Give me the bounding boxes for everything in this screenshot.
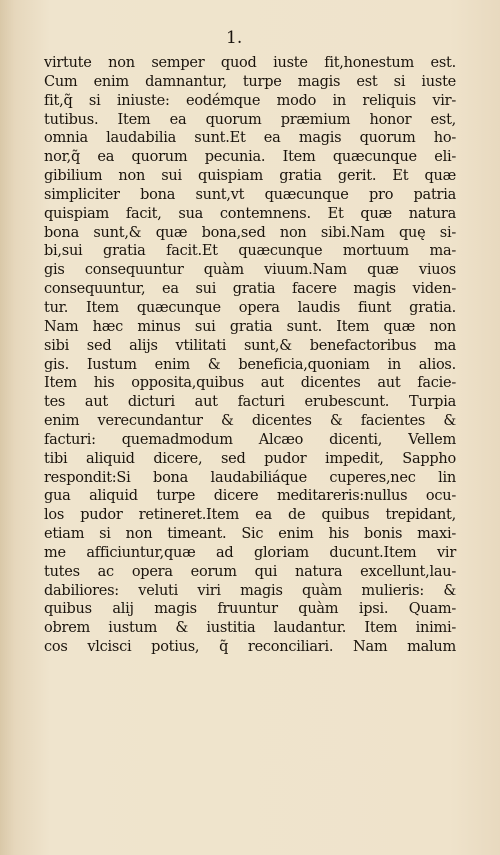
text-line: tes aut dicturi aut facturi erubescunt. Turpia [44, 394, 456, 411]
text-line: gis consequuntur quàm viuum.Nam quæ viuos [44, 262, 456, 279]
text-line: dabiliores: veluti viri magis quàm mulieris: & [44, 582, 456, 599]
text-line: tibi aliquid dicere, sed pudor impedit, Sappho [44, 450, 456, 467]
text-line: omnia laudabilia sunt.Et ea magis quorum ho- [44, 130, 456, 147]
text-line: tutes ac opera eorum qui natura excellunt,lau- [44, 563, 456, 580]
text-line: sibi sed alijs vtilitati sunt,& benefactoribus ma [44, 337, 456, 354]
text-line: nor,q̃ ea quorum pecunia. Item quæcunque eli- [44, 149, 456, 166]
text-line: facturi: quemadmodum Alcæo dicenti, Vellem [44, 431, 456, 448]
text-line: Nam hæc minus sui gratia sunt. Item quæ non [44, 318, 456, 335]
text-line: respondit:Si bona laudabiliáque cuperes,nec lin [44, 469, 456, 486]
text-line: virtute non semper quod iuste fit,honestum est. [44, 55, 456, 71]
page-number: 1. [226, 28, 243, 48]
text-line: gua aliquid turpe dicere meditareris:nullus ocu- [44, 488, 456, 505]
text-line: me afficiuntur,quæ ad gloriam ducunt.Item vir [44, 544, 456, 561]
text-line: fit,q̃ si iniuste: eodémque modo in reliquis vir- [44, 92, 456, 109]
text-line: gis. Iustum enim & beneficia,quoniam in alios. [44, 356, 456, 373]
text-line: obrem iustum & iustitia laudantur. Item inimi- [44, 620, 456, 637]
text-line: bi,sui gratia facit.Et quæcunque mortuum ma- [44, 243, 456, 260]
text-line: gibilium non sui quispiam gratia gerit. Et quæ [44, 168, 456, 185]
text-line: los pudor retineret.Item ea de quibus trepidant, [44, 507, 456, 524]
text-line: quispiam facit, sua contemnens. Et quæ natura [44, 205, 456, 222]
text-line: tur. Item quæcunque opera laudis fiunt gratia. [44, 299, 456, 316]
text-line: enim verecundantur & dicentes & facientes & [44, 413, 456, 430]
text-line: etiam si non timeant. Sic enim his bonis maxi- [44, 526, 456, 543]
body-text [44, 54, 456, 657]
text-line: bona sunt,& quæ bona,sed non sibi.Nam quę si- [44, 224, 456, 241]
text-line: quibus alij magis fruuntur quàm ipsi. Quam- [44, 601, 456, 618]
text-line: cos vlcisci potius, q̃ reconciliari. Nam malum [44, 639, 456, 656]
text-line: consequuntur, ea sui gratia facere magis viden- [44, 281, 456, 298]
text-line: Cum enim damnantur, turpe magis est si iuste [44, 73, 456, 90]
text-line: simpliciter bona sunt,vt quæcunque pro patria [44, 186, 456, 203]
text-line: tutibus. Item ea quorum præmium honor est, [44, 111, 456, 128]
text-line: Item his opposita,quibus aut dicentes aut facie- [44, 375, 456, 392]
